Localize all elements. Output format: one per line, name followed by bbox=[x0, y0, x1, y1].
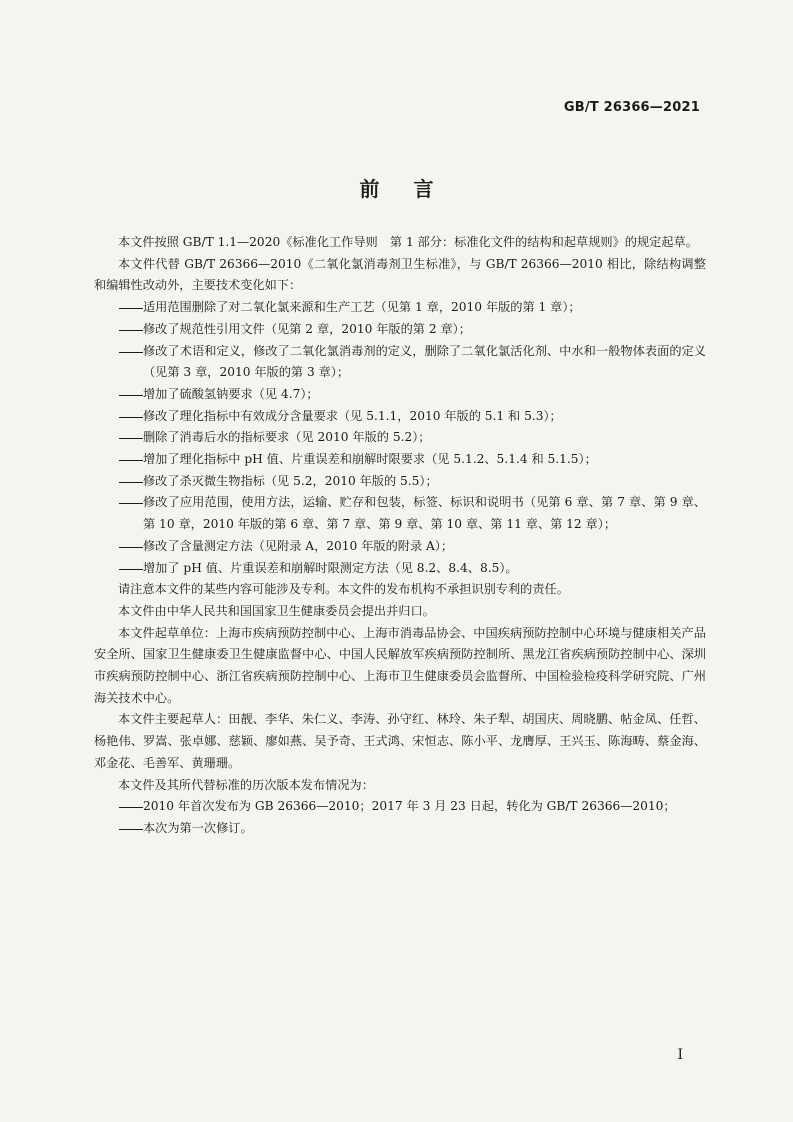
paragraph-drafters: 本文件主要起草人：田靓、李华、朱仁义、李涛、孙守红、林玲、朱子犁、胡国庆、周晓鹏、帖金凤、任哲、杨艳伟、罗嵩、张卓娜、慈颖、廖如燕、吴予奇、王式鸿、宋恒志、陈小平、龙膺厚、王兴玉、陈海畴、蔡金海、邓金花、毛善军、黄珊珊。 bbox=[94, 712, 706, 770]
standard-code: GB/T 26366—2021 bbox=[563, 100, 700, 115]
page-number: I bbox=[677, 1047, 683, 1063]
paragraph-proposer: 本文件由中华人民共和国国家卫生健康委员会提出并归口。 bbox=[118, 603, 435, 618]
change-item: 适用范围删除了对二氧化氯来源和生产工艺（见第 1 章，2010 年版的第 1 章）； bbox=[143, 300, 581, 315]
change-item: 删除了消毒后水的指标要求（见 2010 年版的 5.2）； bbox=[143, 430, 431, 445]
foreword-body bbox=[94, 232, 706, 840]
page-title: 前言 bbox=[359, 177, 468, 201]
history-item: 2010 年首次发布为 GB 26366—2010；2017 年 3 月 23 日起，转化为 GB/T 26366—2010； bbox=[143, 799, 676, 814]
change-item: 修改了应用范围，使用方法，运输、贮存和包装，标签、标识和说明书（见第 6 章、第 7 章、第 9 章、第 10 章，2010 年版的第 6 章、第 7 章、第 9 章、第 10 章、第 11 章、第 12 章）； bbox=[143, 495, 706, 532]
change-item: 修改了杀灭微生物指标（见 5.2，2010 年版的 5.5）； bbox=[143, 473, 438, 488]
paragraph-replaces: 本文件代替 GB/T 26366—2010《二氧化氯消毒剂卫生标准》，与 GB/T 26366—2010 相比，除结构调整和编辑性改动外，主要技术变化如下： bbox=[94, 256, 706, 293]
paragraph-drafting-units: 本文件起草单位：上海市疾病预防控制中心、上海市消毒品协会、中国疾病预防控制中心环境与健康相关产品安全所、国家卫生健康委卫生健康监督中心、中国人民解放军疾病预防控制所、黑龙江省疾病预防控制中心、深圳市疾病预防控制中心、浙江省疾病预防控制中心、上海市卫生健康委员会监督所、中国检验检疫科学研究院、广州海关技术中心。 bbox=[94, 625, 706, 705]
change-item: 增加了硫酸氢钠要求（见 4.7）； bbox=[143, 386, 319, 401]
paragraph-history-intro: 本文件及其所代替标准的历次版本发布情况为： bbox=[118, 777, 374, 792]
history-item: 本次为第一次修订。 bbox=[143, 820, 253, 835]
change-item: 增加了理化指标中 pH 值、片重误差和崩解时限要求（见 5.1.2、5.1.4 和 5.1.5）； bbox=[143, 452, 597, 467]
change-item: 修改了理化指标中有效成分含量要求（见 5.1.1，2010 年版的 5.1 和 5.3）； bbox=[143, 408, 562, 423]
change-item: 修改了术语和定义，修改了二氧化氯消毒剂的定义，删除了二氧化氯活化剂、中水和一般物体表面的定义（见第 3 章，2010 年版的第 3 章）； bbox=[143, 343, 706, 380]
change-item: 修改了规范性引用文件（见第 2 章，2010 年版的第 2 章）； bbox=[143, 321, 471, 336]
change-item: 修改了含量测定方法（见附录 A，2010 年版的附录 A）； bbox=[143, 538, 454, 553]
paragraph-patent-notice: 请注意本文件的某些内容可能涉及专利。本文件的发布机构不承担识别专利的责任。 bbox=[118, 582, 569, 597]
change-item: 增加了 pH 值、片重误差和崩解时限测定方法（见 8.2、8.4、8.5）。 bbox=[143, 560, 518, 575]
paragraph-drafting-rules: 本文件按照 GB/T 1.1—2020《标准化工作导则 第 1 部分：标准化文件的结构和起草规则》的规定起草。 bbox=[118, 235, 698, 249]
